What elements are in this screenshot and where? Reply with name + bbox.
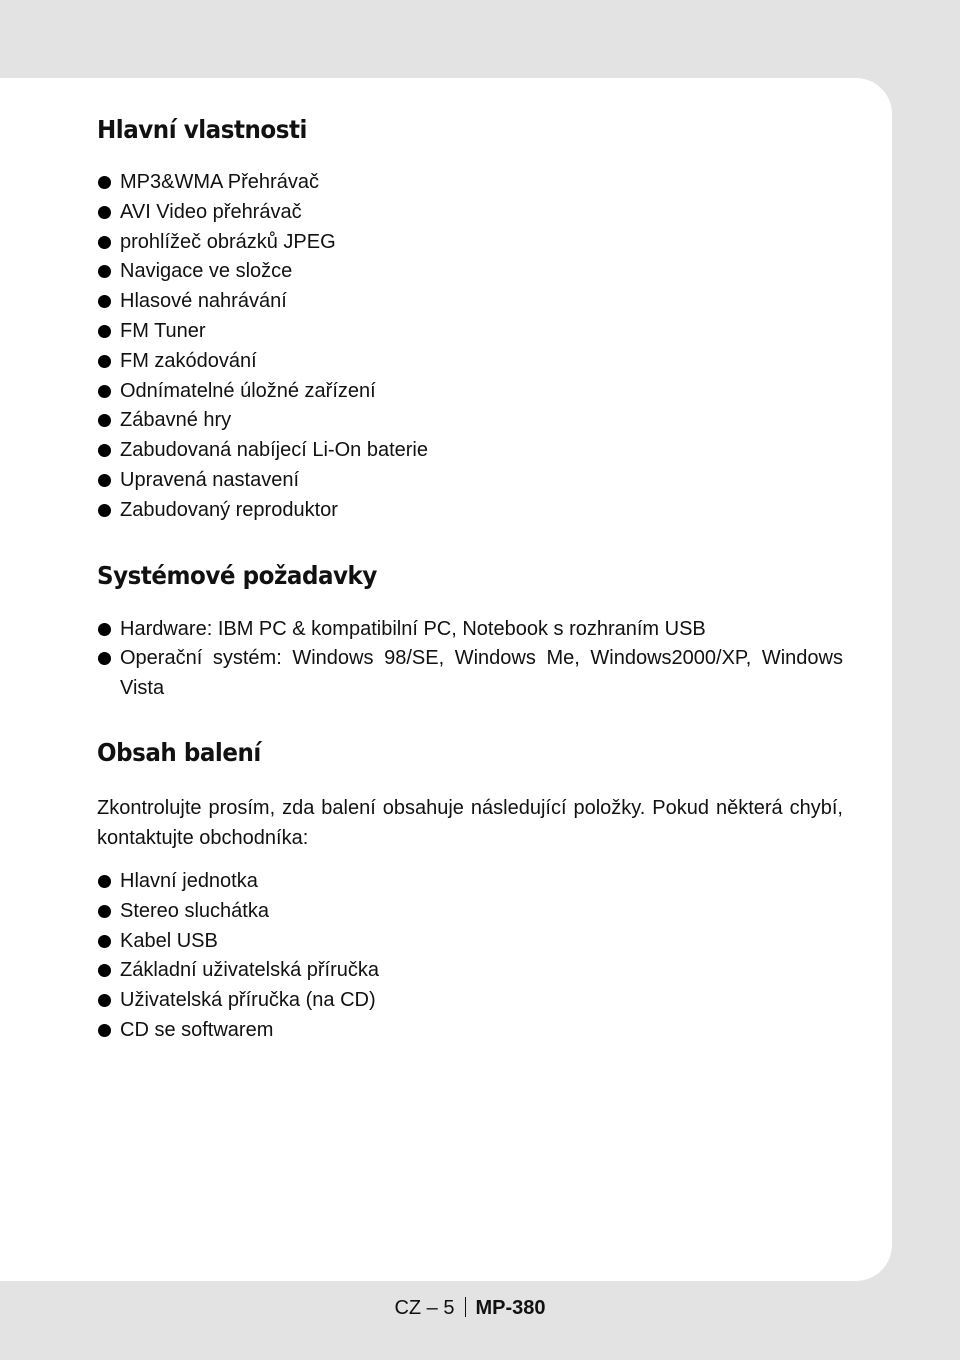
section-title-package-contents: Obsah balení: [97, 737, 261, 767]
model-name: MP-380: [475, 1297, 546, 1319]
list-item: Zábavné hry: [97, 406, 843, 436]
footer-separator: [465, 1297, 466, 1317]
document-page: [0, 78, 892, 1281]
list-item: prohlížeč obrázků JPEG: [97, 228, 843, 258]
list-item: Odnímatelné úložné zařízení: [97, 377, 843, 407]
list-item: Zabudovaná nabíjecí Li-On baterie: [97, 436, 843, 466]
list-item: Zabudovaný reproduktor: [97, 496, 843, 526]
list-item: CD se softwarem: [97, 1016, 843, 1046]
package-contents-intro: Zkontrolujte prosím, zda balení obsahuje následující položky. Pokud některá chybí, kontaktujte obchodníka:: [97, 796, 843, 849]
list-item: Kabel USB: [97, 927, 843, 957]
page-footer: [0, 1293, 940, 1323]
list-item: Operační systém: Windows 98/SE, Windows Me, Windows2000/XP, Windows Vista: [97, 644, 843, 704]
section-title-system-requirements: Systémové požadavky: [97, 560, 377, 590]
list-item: MP3&WMA Přehrávač: [97, 168, 843, 198]
list-item: Uživatelská příručka (na CD): [97, 986, 843, 1016]
main-features-list: [97, 168, 843, 526]
list-item: Základní uživatelská příručka: [97, 956, 843, 986]
list-item: Hardware: IBM PC & kompatibilní PC, Notebook s rozhraním USB: [97, 615, 843, 645]
list-item: Navigace ve složce: [97, 257, 843, 287]
section-title-main-features: Hlavní vlastnosti: [97, 115, 307, 144]
list-item: Upravená nastavení: [97, 466, 843, 496]
page-number: CZ – 5: [394, 1297, 455, 1319]
list-item: AVI Video přehrávač: [97, 198, 843, 228]
list-item: Hlasové nahrávání: [97, 287, 843, 317]
list-item: Stereo sluchátka: [97, 897, 843, 927]
list-item: FM zakódování: [97, 347, 843, 377]
package-contents-list: [97, 867, 843, 1046]
list-item: Hlavní jednotka: [97, 867, 843, 897]
system-requirements-list: [97, 615, 843, 704]
list-item: FM Tuner: [97, 317, 843, 347]
page-content: [97, 114, 843, 1046]
